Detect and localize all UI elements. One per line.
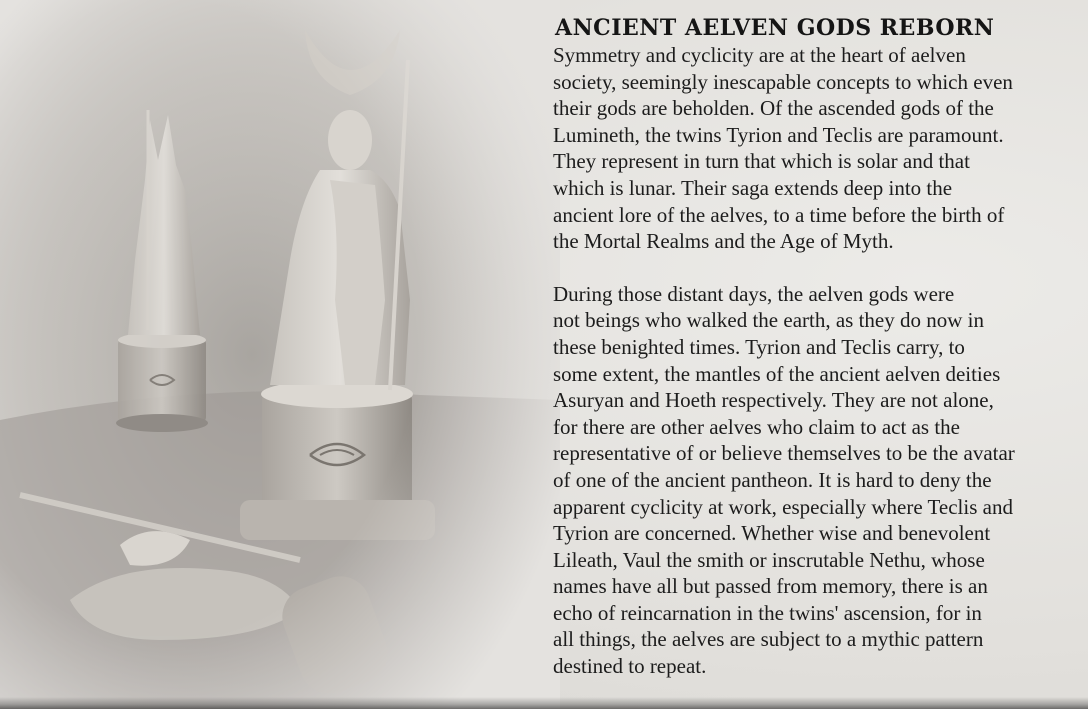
paragraph-2	[553, 281, 1083, 680]
text-line: echo of reincarnation in the twins' ascension, for in	[553, 600, 982, 625]
text-line: these benighted times. Tyrion and Teclis carry, to	[553, 334, 965, 359]
text-line: their gods are beholden. Of the ascended gods of the	[553, 96, 994, 121]
text-line: Symmetry and cyclicity are at the heart of aelven	[553, 43, 966, 67]
text-line: all things, the aelves are subject to a mythic pattern	[553, 627, 984, 652]
text-line: Asuryan and Hoeth respectively. They are not alone,	[553, 388, 994, 413]
text-line: society, seemingly inescapable concepts to which even	[553, 69, 1013, 94]
text-line: names have all but passed from memory, there is an	[553, 574, 988, 599]
text-line: During those distant days, the aelven gods were	[553, 281, 955, 306]
text-line: destined to repeat.	[553, 654, 707, 679]
text-line: Lileath, Vaul the smith or inscrutable Nethu, whose	[553, 547, 985, 572]
text-line: some extent, the mantles of the ancient aelven deities	[553, 361, 1001, 386]
text-line: Lumineth, the twins Tyrion and Teclis are paramount.	[553, 122, 1004, 147]
article-text	[553, 14, 1083, 680]
article-title: ANCIENT AELVEN GODS REBORN	[555, 15, 995, 41]
text-line: representative of or believe themselves to be the avatar	[553, 441, 1015, 466]
text-line: apparent cyclicity at work, especially where Teclis and	[553, 494, 1013, 519]
text-line: for there are other aelves who claim to act as the	[553, 414, 960, 439]
text-line: which is lunar. Their saga extends deep into the	[553, 175, 953, 200]
text-line: not beings who walked the earth, as they do now in	[553, 308, 984, 333]
text-line: ancient lore of the aelves, to a time before the birth of	[553, 202, 1005, 227]
text-line: of one of the ancient pantheon. It is hard to deny the	[553, 467, 992, 492]
text-line: Tyrion are concerned. Whether wise and benevolent	[553, 521, 991, 546]
page-bottom-edge	[0, 697, 1088, 709]
paragraph-1	[553, 42, 1083, 255]
text-line: They represent in turn that which is solar and that	[553, 149, 970, 174]
text-line: the Mortal Realms and the Age of Myth.	[553, 229, 894, 254]
